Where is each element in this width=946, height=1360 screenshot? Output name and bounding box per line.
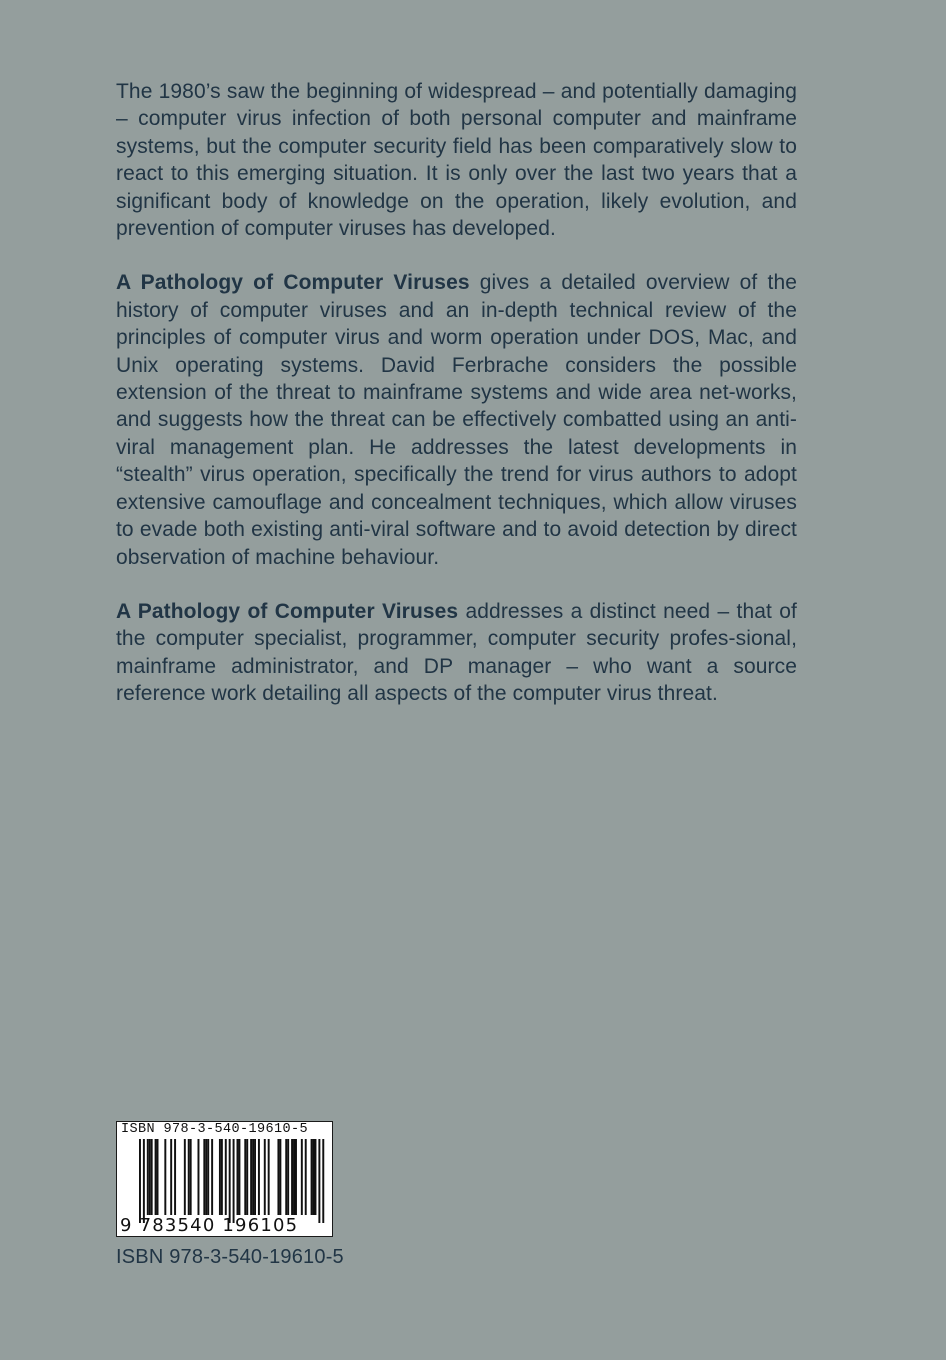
barcode-bar: [184, 1139, 186, 1215]
barcode-bar: [157, 1139, 159, 1215]
paragraph-overview-text: gives a detailed overview of the history of computer viruses and an in-depth technical review of the principles of computer virus and worm operation under DOS, Mac, and Unix operating systems. David Ferbrache considers the possible extension of the threat to mainframe systems and wide area net-works, and suggests how the threat can be effectively combatted using an anti-viral management plan. He addresses the latest developments in “stealth” virus operation, specifically the trend for virus authors to adopt extensive camouflage and concealment techniques, which allow viruses to evade both existing anti-viral software and to avoid detection by direct observation of machine behaviour.: [116, 271, 797, 569]
barcode-guard-bar: [143, 1139, 145, 1223]
barcode-bar: [198, 1139, 200, 1215]
barcode-bar: [147, 1139, 149, 1215]
barcode-bar: [219, 1139, 221, 1215]
barcode-bar: [264, 1139, 266, 1215]
barcode-bar: [238, 1139, 240, 1215]
barcode-bar: [246, 1139, 248, 1215]
barcode-bar: [188, 1139, 190, 1215]
barcode-bar: [277, 1139, 279, 1215]
barcode-bar: [313, 1139, 315, 1215]
paragraph-intro: [116, 78, 797, 242]
barcode-bar: [225, 1139, 227, 1215]
barcode-guard-bar: [139, 1139, 141, 1223]
barcode-bar: [149, 1139, 151, 1215]
barcode-bar: [190, 1139, 192, 1215]
barcode-guard-bar: [229, 1139, 231, 1223]
paragraph-audience-text: addresses a distinct need – that of the computer specialist, programmer, computer security profes-sional, mainframe administrator, and DP manager – who want a source reference work detailing all aspects of the computer virus threat.: [116, 599, 797, 706]
barcode-bar: [311, 1139, 313, 1215]
barcode-bar: [287, 1139, 289, 1215]
barcode-bar: [155, 1139, 157, 1215]
barcode-guard-bar: [233, 1139, 235, 1223]
barcode-bar: [293, 1139, 295, 1215]
barcode-bar: [315, 1139, 317, 1215]
barcode-bar: [291, 1139, 293, 1215]
barcode-bar: [221, 1139, 223, 1215]
barcode-bar: [244, 1139, 246, 1215]
barcode-bar: [250, 1139, 252, 1215]
barcode-bar: [170, 1139, 172, 1215]
barcode-bar: [258, 1139, 260, 1215]
barcode-bar: [237, 1139, 239, 1215]
barcode-bar: [207, 1139, 209, 1215]
barcode-bar: [205, 1139, 207, 1215]
barcode-bar: [254, 1139, 256, 1215]
book-title-bold: A Pathology of Computer Viruses: [116, 271, 470, 295]
barcode-bar: [279, 1139, 281, 1215]
back-cover-text: [116, 78, 797, 735]
barcode-guard-bar: [322, 1139, 324, 1223]
paragraph-overview: [116, 269, 797, 570]
paragraph-audience: [116, 598, 797, 708]
barcode-bar: [164, 1139, 166, 1215]
barcode-bar: [295, 1139, 297, 1215]
barcode-digits: 9 783540 196105: [120, 1215, 299, 1236]
barcode-bar: [151, 1139, 153, 1215]
paragraph-intro-text: The 1980’s saw the beginning of widespread – and potentially damaging – computer virus infection of both personal computer and mainframe systems, but the computer security field has been comparatively slow to react to this emerging situation. It is only over the last two years that a significant body of knowledge on the operation, likely evolution, and prevention of computer viruses has developed.: [116, 80, 797, 241]
barcode-bar: [174, 1139, 176, 1215]
barcode-bar: [203, 1139, 205, 1215]
barcode-bar: [211, 1139, 213, 1215]
barcode-top-label: ISBN 978-3-540-19610-5: [121, 1122, 309, 1137]
isbn-text: ISBN 978-3-540-19610-5: [116, 1246, 344, 1268]
barcode-bar: [301, 1139, 303, 1215]
barcode-bar: [285, 1139, 287, 1215]
barcode-bar: [305, 1139, 307, 1215]
barcode-guard-bar: [318, 1139, 320, 1223]
book-title-bold: A Pathology of Computer Viruses: [116, 599, 459, 623]
barcode-bar: [252, 1139, 254, 1215]
isbn-barcode: [116, 1121, 333, 1237]
barcode-bar: [268, 1139, 270, 1215]
